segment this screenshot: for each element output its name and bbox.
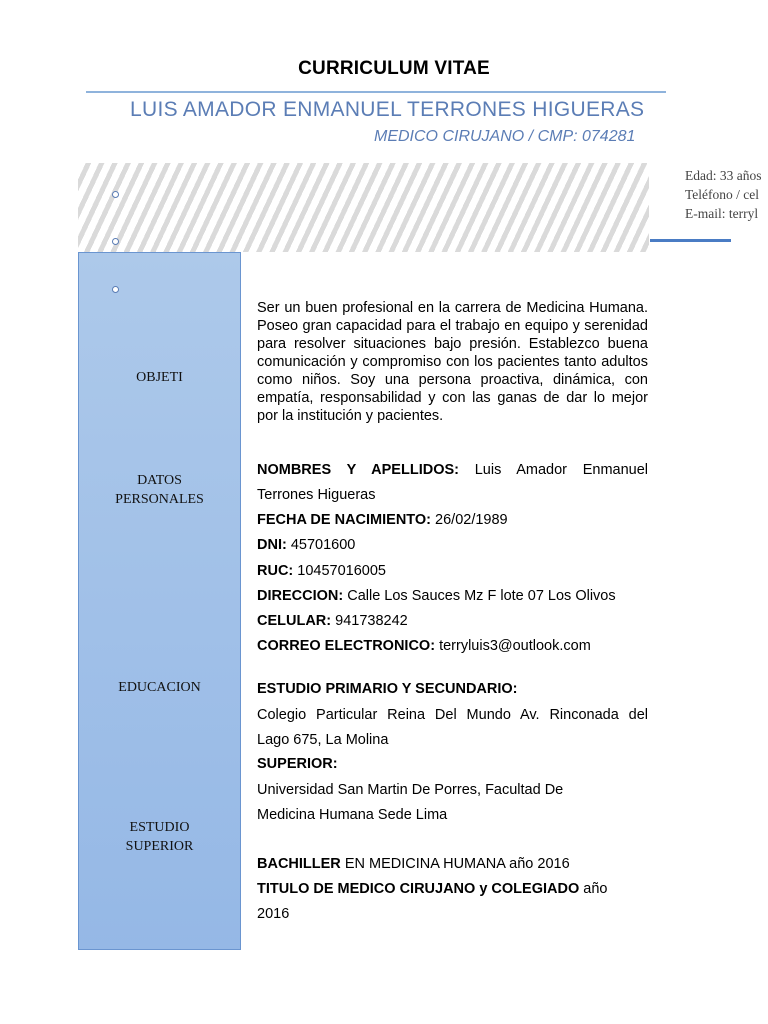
degree-row-continued: 2016 [257, 906, 290, 922]
phone-label: CELULAR: [257, 613, 332, 629]
bachelor-row [257, 855, 648, 873]
contact-email: E-mail: terryl [685, 206, 759, 221]
ruc-label: RUC: [257, 563, 294, 579]
sidebar-label-higher-line2: SUPERIOR [125, 839, 194, 854]
degree-row [257, 880, 648, 898]
sidebar-label-objective: OBJETI [136, 370, 183, 385]
sidebar-label-higher-line1: ESTUDIO [129, 820, 190, 835]
title-divider [86, 91, 666, 93]
address-row [257, 587, 648, 605]
basic-education-label: ESTUDIO PRIMARIO Y SECUNDARIO: [257, 681, 518, 697]
address-value: Calle Los Sauces Mz F lote 07 Los Olivos [347, 588, 616, 604]
email-label: CORREO ELECTRONICO: [257, 638, 436, 654]
phone-value: 941738242 [335, 613, 408, 629]
names-row-continued: Terrones Higueras [257, 487, 376, 503]
basic-education-line1: Colegio Particular Reina Del Mundo Av. Rinconada del [257, 707, 648, 723]
bullet-icon [112, 191, 119, 198]
names-value: Luis Amador Enmanuel [474, 462, 649, 478]
bullet-icon [112, 238, 119, 245]
dni-row [257, 536, 648, 554]
contact-age: Edad: 33 años [685, 168, 762, 183]
sidebar-label-education: EDUCACION [118, 680, 201, 695]
sidebar-label-personal [78, 471, 241, 509]
degree-value: año [583, 881, 608, 897]
objective-text: Ser un buen profesional en la carrera de Medicina Humana. Poseo gran capacidad para el trabajo en equipo y serenidad para resolver situaciones bajo presión. Establezco buena comunicación y compromiso con los pacientes tanto adultos como niños. Soy una persona proactiva, dinámica, con empatía, responsabilidad y con las ganas de dar lo mejor por la institución y pacientes. [257, 300, 648, 424]
ruc-row [257, 562, 648, 580]
birth-label: FECHA DE NACIMIENTO: [257, 512, 431, 528]
names-row [257, 461, 648, 479]
dni-value: 45701600 [290, 537, 356, 553]
birth-row [257, 511, 648, 529]
degree-label: TITULO DE MEDICO CIRUJANO y COLEGIADO [257, 881, 580, 897]
decorative-stripe-band [78, 163, 649, 252]
bullet-icon [112, 286, 119, 293]
phone-row [257, 612, 648, 630]
sidebar-label-personal-line1: DATOS [137, 473, 182, 488]
contact-accent-line [650, 239, 731, 242]
higher-education-line1: Universidad San Martin De Porres, Facultad De [257, 782, 564, 798]
document-title: CURRICULUM VITAE [298, 58, 490, 79]
higher-education-line2: Medicina Humana Sede Lima [257, 807, 448, 823]
person-role: MEDICO CIRUJANO / CMP: 074281 [374, 128, 636, 145]
birth-value: 26/02/1989 [435, 512, 508, 528]
contact-phone: Teléfono / cel [685, 187, 760, 202]
higher-education-label: SUPERIOR: [257, 756, 338, 772]
bachelor-label: BACHILLER [257, 856, 341, 872]
dni-label: DNI: [257, 537, 287, 553]
sidebar-label-higher [78, 818, 241, 856]
address-label: DIRECCION: [257, 588, 344, 604]
bachelor-value: EN MEDICINA HUMANA año 2016 [344, 856, 570, 872]
basic-education-line2: Lago 675, La Molina [257, 732, 389, 748]
names-label: NOMBRES Y APELLIDOS: [257, 462, 459, 478]
ruc-value: 10457016005 [297, 563, 386, 579]
email-row [257, 637, 648, 655]
person-name: LUIS AMADOR ENMANUEL TERRONES HIGUERAS [130, 98, 645, 121]
contact-info [685, 166, 762, 223]
sidebar-label-personal-line2: PERSONALES [115, 492, 204, 507]
email-value: terryluis3@outlook.com [439, 638, 591, 654]
